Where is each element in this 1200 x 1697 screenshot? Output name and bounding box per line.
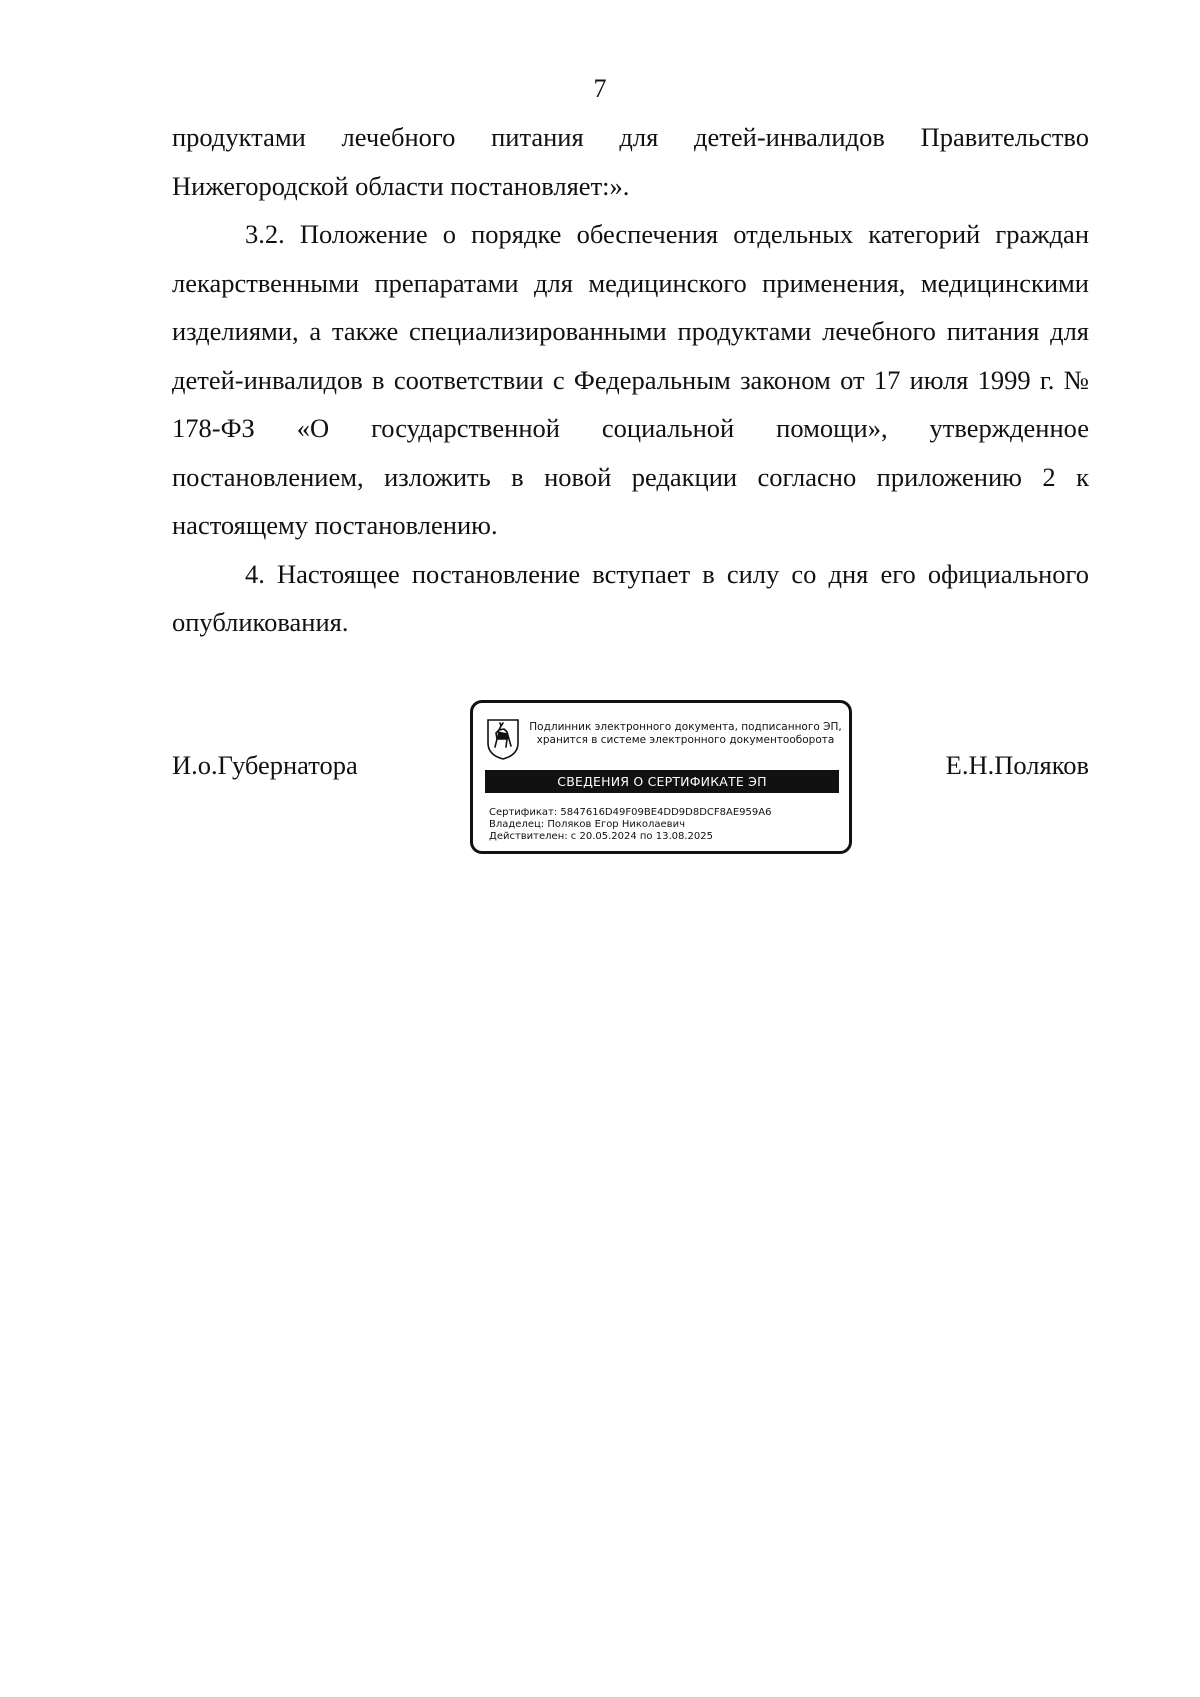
stamp-owner: Владелец: Поляков Егор Николаевич bbox=[489, 819, 685, 830]
signatory-position: И.о.Губернатора bbox=[172, 750, 358, 780]
document-body bbox=[172, 113, 1089, 647]
stamp-header-line2: хранится в системе электронного документооборота bbox=[536, 734, 835, 746]
electronic-signature-stamp bbox=[470, 700, 852, 854]
stamp-certificate: Сертификат: 5847616D49F09BE4DD9D8DCF8AE959A6 bbox=[489, 807, 772, 818]
paragraph-4: 4. Настоящее постановление вступает в силу со дня его официального опубликования. bbox=[172, 558, 1089, 637]
page-number: 7 bbox=[593, 74, 607, 103]
paragraph-3-2: 3.2. Положение о порядке обеспечения отдельных категорий граждан лекарственными препаратами для медицинского применения, медицинскими изделиями, а также специализированными продуктами лечебного питания для детей-инвалидов в соответствии с Федеральным законом от 17 июля 1999 г. № 178-ФЗ «О государственной социальной помощи», утвержденное постановлением, изложить в новой редакции согласно приложению 2 к настоящему постановлению. bbox=[172, 219, 1089, 540]
deer-emblem-icon bbox=[485, 717, 521, 761]
stamp-details bbox=[489, 807, 771, 843]
stamp-header bbox=[523, 721, 848, 747]
stamp-header-line1: Подлинник электронного документа, подписанного ЭП, bbox=[529, 721, 842, 733]
paragraph-continuation: продуктами лечебного питания для детей-инвалидов Правительство Нижегородской области постановляет:». bbox=[172, 122, 1089, 201]
stamp-certificate-bar: СВЕДЕНИЯ О СЕРТИФИКАТЕ ЭП bbox=[485, 770, 839, 793]
signature-block bbox=[172, 700, 1089, 860]
signatory-name: Е.Н.Поляков bbox=[945, 750, 1089, 780]
stamp-validity: Действителен: с 20.05.2024 по 13.08.2025 bbox=[489, 831, 713, 842]
